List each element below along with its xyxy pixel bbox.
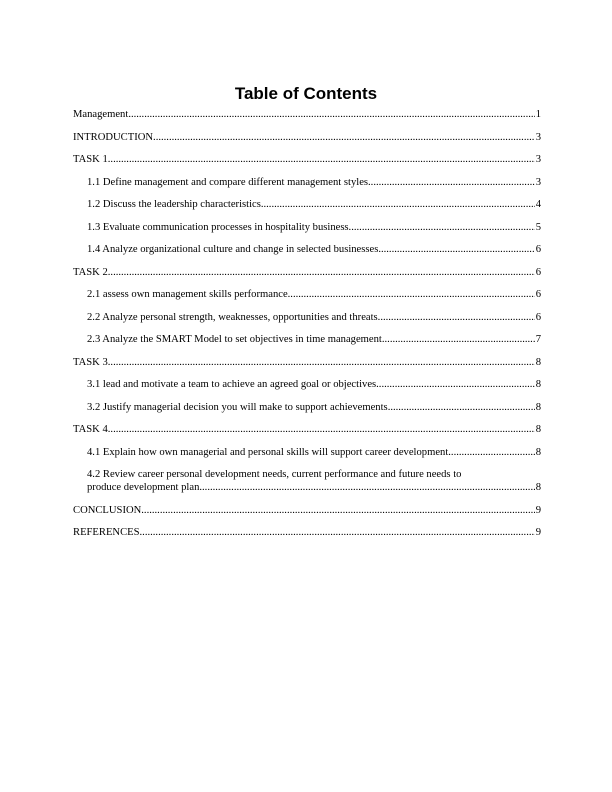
toc-leader-dots: [141, 504, 535, 517]
toc-entry-text-line1: 4.2 Review career personal development needs, current performance and future needs to: [87, 469, 462, 480]
toc-page-number: 3: [535, 176, 541, 188]
toc-entry-1-4[interactable]: [73, 243, 541, 256]
toc-entry-text: INTRODUCTION: [73, 131, 154, 143]
toc-leader-dots: [128, 108, 535, 121]
toc-page-number: 3: [535, 131, 541, 143]
toc-page-number: 8: [535, 401, 541, 413]
toc-page-number: 1: [535, 109, 541, 120]
toc-leader-dots: [108, 356, 535, 369]
toc-entry-text: 2.2 Analyze personal strength, weaknesses, opportunities and threats: [87, 311, 378, 323]
toc-leader-dots: [108, 266, 535, 279]
toc-page-number: 3: [535, 154, 541, 165]
toc-entry-text: Management: [73, 109, 129, 120]
toc-entry-text: 3.1 lead and motivate a team to achieve an agreed goal or objectives.: [87, 379, 379, 390]
toc-page-number: 8: [535, 482, 541, 493]
toc-entry-1-1[interactable]: [73, 176, 541, 189]
toc-leader-dots: [351, 221, 535, 234]
toc-entry-text: REFERENCES: [73, 527, 140, 538]
toc-entry-3-2[interactable]: [73, 401, 541, 414]
toc-entry-management[interactable]: [73, 108, 541, 121]
toc-entry-2-3[interactable]: [73, 333, 541, 346]
toc-entry-text: CONCLUSION: [73, 504, 142, 516]
toc-page-number: 6: [535, 244, 541, 255]
toc-entry-task-4[interactable]: [73, 423, 541, 436]
toc-leader-dots: [288, 288, 535, 301]
toc-leader-dots: [379, 378, 535, 391]
toc-entry-text: 1.4 Analyze organizational culture and change in selected businesses.: [87, 244, 381, 255]
toc-title: Table of Contents: [234, 84, 378, 103]
toc-entry-text: TASK 2: [73, 266, 108, 278]
toc-entry-task-1[interactable]: [73, 153, 541, 166]
toc-entry-text: TASK 1: [73, 154, 108, 165]
toc-leader-dots: [153, 131, 535, 144]
toc-leader-dots: [202, 481, 535, 494]
toc-entry-2-1[interactable]: [73, 288, 541, 301]
toc-leader-dots: [261, 198, 535, 211]
toc-entry-4-1[interactable]: [73, 446, 541, 459]
toc-entry-2-2[interactable]: [73, 311, 541, 324]
toc-leader-dots: [378, 311, 535, 324]
toc-list: [73, 108, 541, 549]
toc-entry-last-line: [87, 481, 541, 494]
toc-entry-1-2[interactable]: [73, 198, 541, 211]
toc-entry-text-line2: produce development plan.: [87, 482, 203, 493]
toc-entry-conclusion[interactable]: [73, 504, 541, 517]
toc-entry-task-2[interactable]: [73, 266, 541, 279]
toc-page-number: 7: [535, 334, 541, 345]
toc-leader-dots: [140, 526, 535, 539]
toc-entry-text: 2.3 Analyze the SMART Model to set objectives in time management.: [87, 334, 385, 345]
toc-page-number: 8: [535, 424, 541, 435]
toc-entry-text: 3.2 Justify managerial decision you will make to support achievements: [87, 401, 388, 413]
toc-entry-text: 4.1 Explain how own managerial and personal skills will support career development: [87, 446, 449, 458]
toc-page-number: 8: [535, 356, 541, 368]
toc-page-number: 8: [535, 446, 541, 458]
toc-entry-references[interactable]: [73, 526, 541, 539]
toc-leader-dots: [108, 153, 535, 166]
toc-entry-text: TASK 3: [73, 356, 108, 368]
toc-entry-text: TASK 4: [73, 424, 108, 435]
toc-page-number: 6: [535, 289, 541, 300]
toc-entry-text: 1.2 Discuss the leadership characteristics: [87, 199, 261, 210]
toc-entry-3-1[interactable]: [73, 378, 541, 391]
toc-leader-dots: [368, 176, 535, 189]
toc-entry-4-2[interactable]: [73, 468, 541, 494]
toc-page-number: 5: [535, 221, 541, 233]
toc-entry-introduction[interactable]: [73, 131, 541, 144]
toc-entry-text: 1.1 Define management and compare different management styles: [87, 176, 369, 188]
toc-entry-text: 2.1 assess own management skills performance: [87, 289, 288, 300]
toc-leader-dots: [388, 401, 535, 414]
toc-entry-text: 1.3 Evaluate communication processes in hospitality business.: [87, 221, 352, 233]
toc-leader-dots: [381, 243, 535, 256]
toc-page-number: 9: [535, 504, 541, 516]
toc-leader-dots: [448, 446, 535, 459]
toc-leader-dots: [385, 333, 535, 346]
toc-page-number: 6: [535, 311, 541, 323]
toc-page-number: 6: [535, 266, 541, 278]
toc-entry-1-3[interactable]: [73, 221, 541, 234]
toc-page-number: 8: [535, 379, 541, 390]
toc-entry-task-3[interactable]: [73, 356, 541, 369]
toc-leader-dots: [108, 423, 535, 436]
toc-page-number: 4: [535, 199, 541, 210]
toc-page-number: 9: [535, 527, 541, 538]
